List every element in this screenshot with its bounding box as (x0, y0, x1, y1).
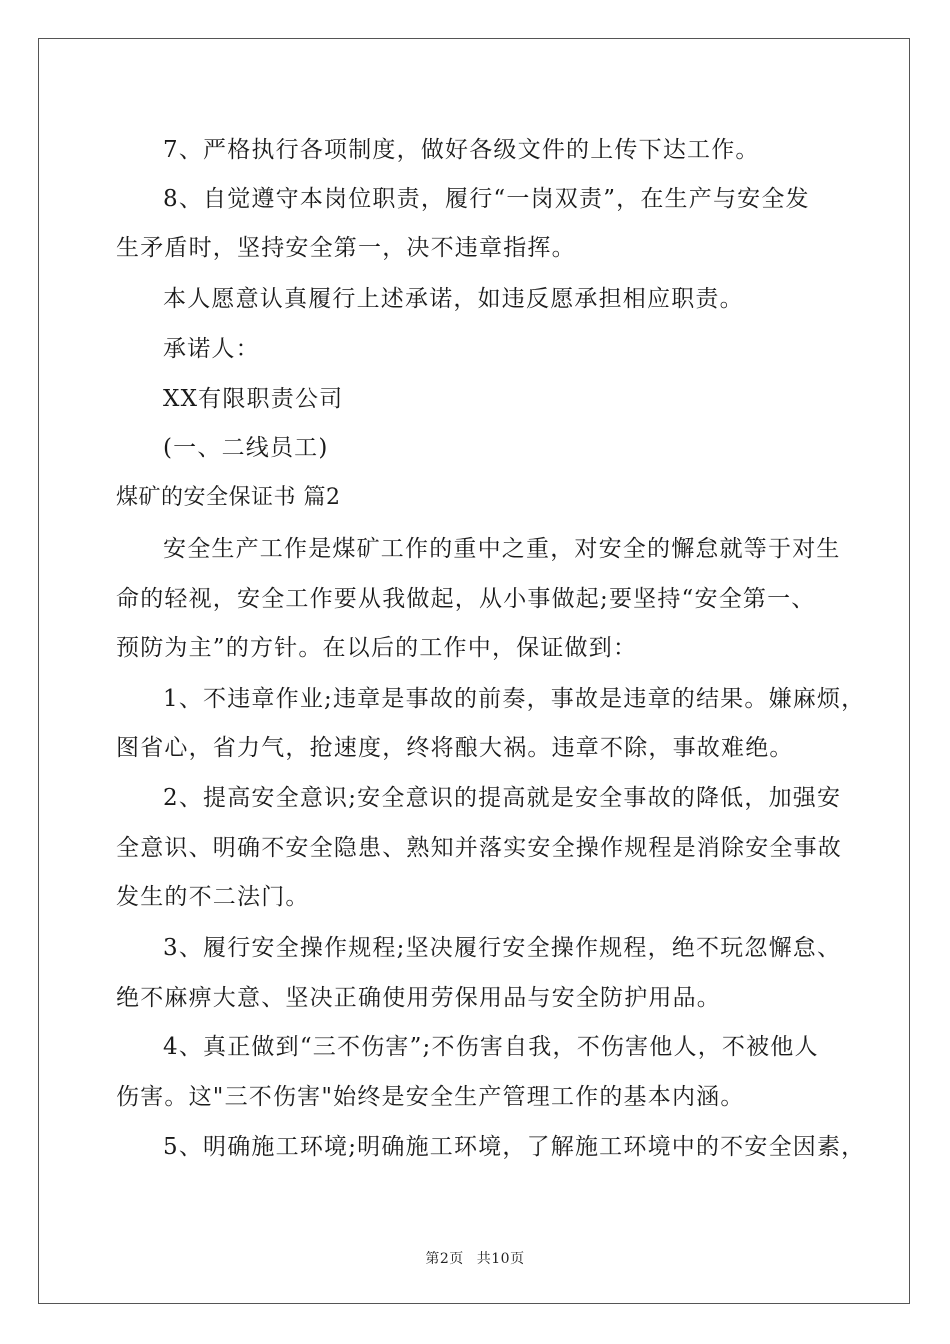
section-heading: 煤矿的安全保证书 篇2 (116, 485, 341, 510)
text-line: 命的轻视，安全工作要从我做起，从小事做起;要坚持“安全第一、 (116, 586, 816, 612)
text-line: 4、真正做到“三不伤害”;不伤害自我，不伤害他人，不被他人 (163, 1034, 819, 1060)
page-footer (0, 1248, 950, 1268)
text-line: 承诺人： (163, 336, 260, 362)
text-line: 本人愿意认真履行上述承诺，如违反愿承担相应职责。 (163, 286, 744, 312)
text-line: 1、不违章作业;违章是事故的前奏，事故是违章的结果。嫌麻烦， (163, 686, 866, 712)
text-line: 3、履行安全操作规程;坚决履行安全操作规程，绝不玩忽懈怠、 (163, 935, 842, 961)
text-line: 图省心，省力气，抢速度，终将酿大祸。违章不除，事故难绝。 (116, 735, 794, 761)
text-line: 生矛盾时，坚持安全第一，决不违章指挥。 (116, 235, 576, 261)
text-line: 安全生产工作是煤矿工作的重中之重，对安全的懈怠就等于对生 (163, 536, 841, 562)
text-line: 5、明确施工环境;明确施工环境，了解施工环境中的不安全因素， (163, 1134, 866, 1160)
text-line: 伤害。这"三不伤害"始终是安全生产管理工作的基本内涵。 (116, 1084, 745, 1110)
text-line: 7、严格执行各项制度，做好各级文件的上传下达工作。 (163, 137, 760, 163)
text-line: 2、提高安全意识;安全意识的提高就是安全事故的降低，加强安 (163, 785, 842, 811)
text-line: (一、二线员工) (163, 435, 329, 461)
page-number: 第2页 (425, 1251, 464, 1267)
text-line: 预防为主”的方针。在以后的工作中，保证做到： (116, 635, 638, 661)
text-line: XX有限职责公司 (163, 386, 344, 412)
text-line: 发生的不二法门。 (116, 884, 310, 910)
text-line: 绝不麻痹大意、坚决正确使用劳保用品与安全防护用品。 (116, 985, 721, 1011)
text-line: 8、自觉遵守本岗位职责，履行“一岗双责”，在生产与安全发 (163, 186, 810, 212)
page-frame (38, 38, 910, 1304)
page-total: 共10页 (476, 1251, 525, 1267)
text-line: 全意识、明确不安全隐患、熟知并落实安全操作规程是消除安全事故 (116, 835, 842, 861)
